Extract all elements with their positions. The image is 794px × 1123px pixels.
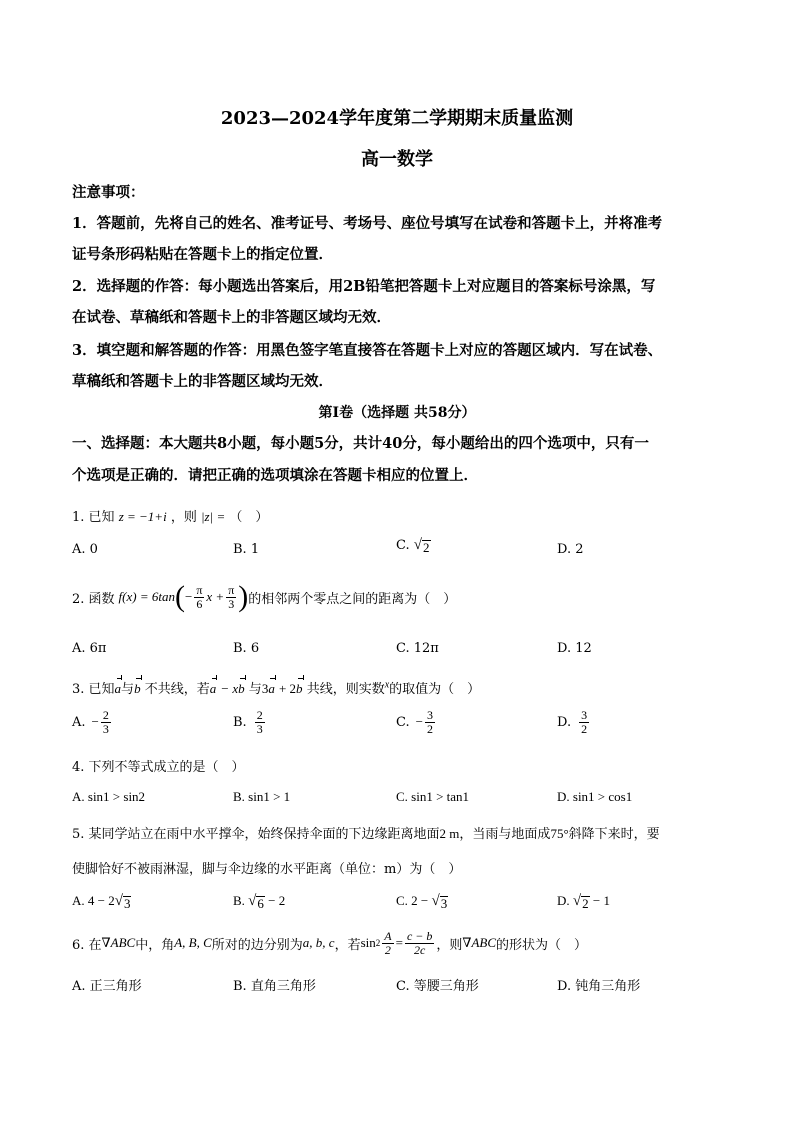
q3-option-b: B. $\frac{2}{3}$ bbox=[233, 708, 263, 736]
q5-option-a: A. 4 − 2 √ 3 bbox=[72, 893, 131, 911]
question-5-line-1: 5. 某同学站立在雨中水平撑伞，始终保持伞面的下边缘距离地面2 m，当雨与地面成75°斜降下来时，要 bbox=[72, 826, 660, 842]
question-3-stem: 3. 已知a与b 不共线，若a − xb 与3a + 2b 共线，则实数$^x$的取值为（ ） bbox=[72, 679, 481, 697]
q5-option-d: D. √ 2 − 1 bbox=[557, 893, 610, 911]
q2-suffix: 的相邻两个零点之间的距离为（ ） bbox=[248, 591, 457, 607]
q1-expression: z = −1+i bbox=[118, 509, 167, 524]
q4-option-c: C. sin1 > tan1 bbox=[396, 789, 470, 804]
q2-right-paren: ) bbox=[238, 580, 249, 613]
q2-option-b: B. 6 bbox=[233, 641, 260, 656]
q1-mid: ，则 bbox=[170, 510, 197, 525]
exam-subject: 高一数学 bbox=[361, 149, 433, 170]
notice-item-2-line-1: 2．选择题的作答：每小题选出答案后，用2B铅笔把答题卡上对应题目的答案标号涂黑，写 bbox=[72, 278, 656, 295]
notice-item-1-line-2: 证号条形码粘贴在答题卡上的指定位置． bbox=[72, 246, 333, 263]
q6-angles: A, B, C bbox=[174, 935, 212, 951]
q1-blank: （ ） bbox=[229, 510, 269, 525]
q2-option-d: D. 12 bbox=[557, 641, 592, 656]
q5-height: 2 m bbox=[439, 826, 460, 841]
q2-frac-pi-6: $\frac{\pi}{6}$ bbox=[196, 582, 203, 611]
q4-option-a: A. sin1 > sin2 bbox=[72, 789, 146, 804]
q1-option-c-sqrt: √ 2 bbox=[413, 537, 430, 555]
question-2-stem: 2. 函数 f(x) = 6tan ( − $\frac{\pi}{6}$ x + $\frac{\pi}{3}$ ) 的相邻两个零点之间的距离为（ ） bbox=[72, 580, 457, 613]
q4-option-d: D. sin1 > cos1 bbox=[557, 789, 633, 804]
q3-vector-a: a bbox=[114, 681, 122, 696]
exam-title: 2023—2024学年度第二学期期末质量监测 bbox=[220, 108, 574, 129]
section-intro-line-2: 个选项是正确的．请把正确的选项填涂在答题卡相应的位置上． bbox=[72, 467, 478, 484]
notice-item-3-line-2: 草稿纸和答题卡上的非答题区域均无效． bbox=[72, 373, 333, 390]
question-4-stem: 4. 下列不等式成立的是（ ） bbox=[72, 760, 245, 775]
section-intro-line-1: 一、选择题：本大题共8小题，每小题5分，共计40分，每小题给出的四个选项中，只有一 bbox=[72, 435, 649, 452]
q3-option-a: A. − $\frac{2}{3}$ bbox=[72, 708, 109, 736]
q6-frac-c-b-2c: $\frac{c - b}{2c}$ bbox=[406, 929, 433, 957]
notice-heading: 注意事项： bbox=[72, 184, 145, 201]
q1-option-c: C. √ 2 bbox=[396, 537, 430, 555]
q2-fx: f(x) = 6tan bbox=[118, 589, 175, 604]
q6-option-c: C. 等腰三角形 bbox=[396, 979, 479, 994]
notice-item-1-line-1: 1．答题前，先将自己的姓名、准考证号、考场号、座位号填写在试卷和答题卡上，并将准考 bbox=[72, 215, 663, 232]
q5-option-b: B. √ 6 − 2 bbox=[233, 893, 286, 911]
q2-prefix: 2. 函数 bbox=[72, 591, 115, 607]
q2-frac-pi-3: $\frac{\pi}{3}$ bbox=[228, 582, 235, 611]
q6-frac-a-2: $\frac{A}{2}$ bbox=[384, 929, 392, 957]
q3-option-c: C. − $\frac{3}{2}$ bbox=[396, 708, 433, 736]
q1-prefix: 1. 已知 bbox=[72, 510, 115, 525]
q3-option-d: D. $\frac{3}{2}$ bbox=[557, 708, 588, 736]
q6-option-d: D. 钝角三角形 bbox=[557, 979, 641, 994]
q3-vector-b: b bbox=[134, 681, 141, 696]
q2-option-c: C. 12π bbox=[396, 641, 439, 656]
q1-option-b: B. 1 bbox=[233, 542, 260, 557]
q5-angle: 75° bbox=[550, 826, 569, 841]
question-1-stem bbox=[72, 506, 268, 525]
question-5-line-2: 使脚恰好不被雨淋湿，脚与伞边缘的水平距离（单位：m）为（ ） bbox=[72, 862, 462, 877]
q2-option-a: A. 6π bbox=[72, 641, 107, 656]
q6-option-a: A. 正三角形 bbox=[72, 979, 142, 994]
q6-option-b: B. 直角三角形 bbox=[233, 979, 316, 994]
q6-triangle: ∇ABC bbox=[101, 935, 136, 951]
q1-option-a: A. 0 bbox=[72, 542, 98, 557]
q4-option-b: B. sin1 > 1 bbox=[233, 789, 291, 804]
q1-abs-z: |z| = bbox=[200, 509, 226, 524]
notice-item-3-line-1: 3．填空题和解答题的作答：用黑色签字笔直接答在答题卡上对应的答题区域内．写在试卷、 bbox=[72, 342, 663, 359]
q5-option-c: C. 2 − √ 3 bbox=[396, 893, 448, 911]
section-heading: 第Ⅰ卷（选择题 共58分） bbox=[318, 405, 476, 421]
q2-left-paren: ( bbox=[174, 580, 185, 613]
q1-option-d: D. 2 bbox=[557, 542, 584, 557]
q6-sides: a, b, c bbox=[302, 935, 335, 951]
question-6-stem: 6. 在 ∇ABC 中，角 A, B, C 所对的边分别为 a, b, c ，若 sin 2 $\frac{A}{2}$ = $\frac{c - b}{2c}$ ，则 ∇ABC 的形状为（ ） bbox=[72, 929, 588, 957]
notice-item-2-line-2: 在试卷、草稿纸和答题卡上的非答题区域均无效． bbox=[72, 309, 391, 326]
